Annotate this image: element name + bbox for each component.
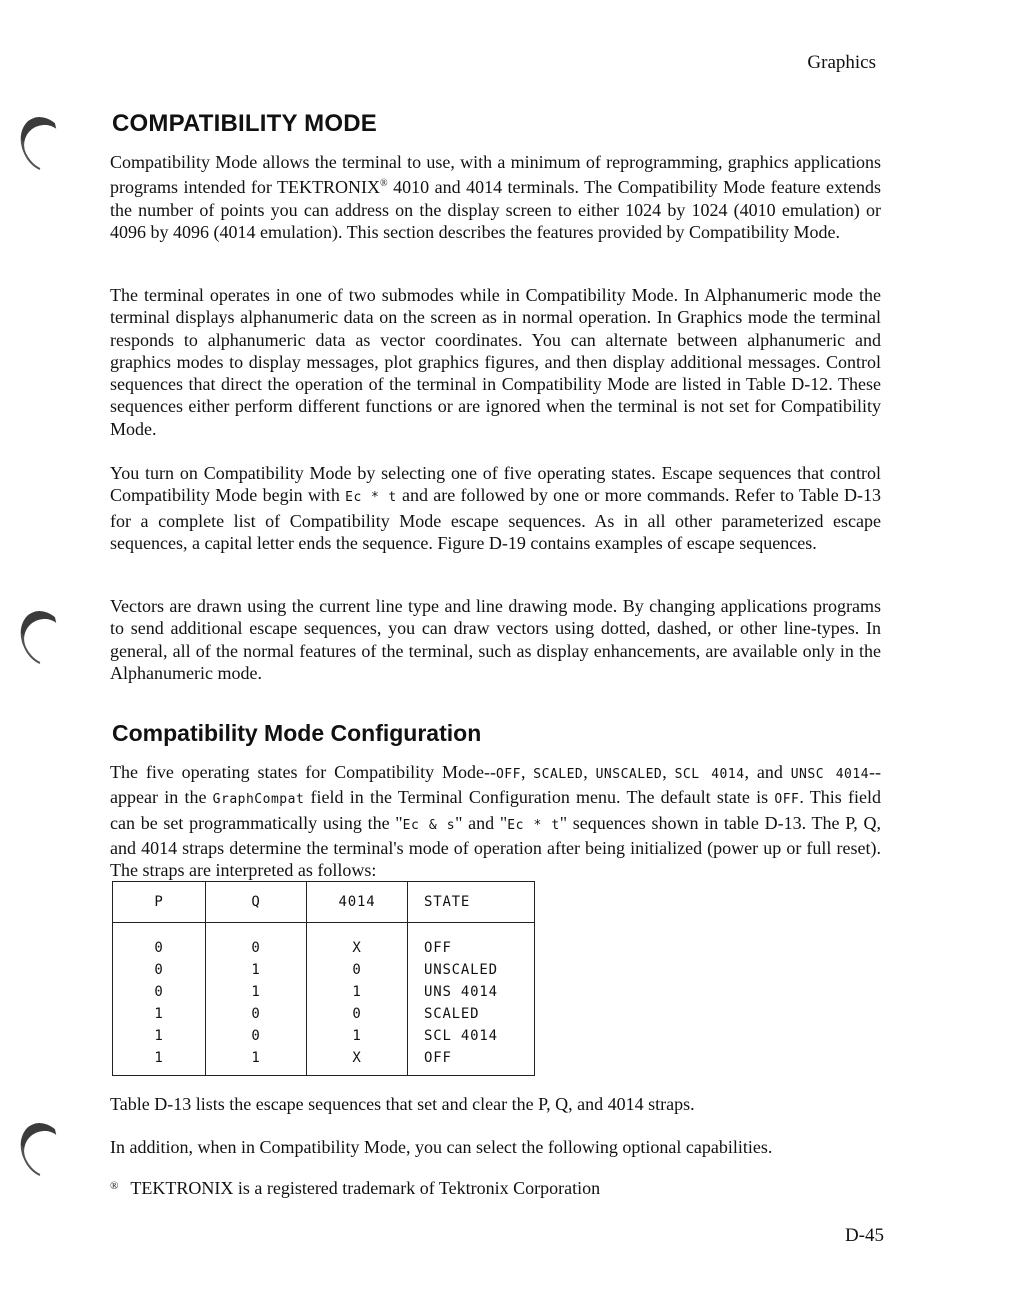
table-row <box>113 981 535 1003</box>
column-header-4014: 4014 <box>307 882 408 923</box>
intro-text-cont: 4010 and 4014 terminals. The Compatibility Mode feature extends the number of points you can address on the display screen to either 1024 by 1024 (4010 emulation) or 4096 by 4096 (4014 emulation). This section describes the features provided by Compatibility Mode. <box>110 177 882 242</box>
vectors-paragraph: Vectors are drawn using the current line type and line drawing mode. By changing applications programs to send additional escape sequences, you can draw vectors using dotted, dashed, or other line-types. In general, all of the normal features of the terminal, such as display enhancements, are available only in the Alphanumeric mode. <box>110 596 881 683</box>
config-paragraph <box>110 761 881 881</box>
state-code: OFF <box>495 767 521 782</box>
cell-q: 0 <box>206 923 307 960</box>
table-row <box>113 923 535 960</box>
cell-p: 0 <box>113 981 206 1003</box>
cell-p: 1 <box>113 1003 206 1025</box>
text: , and <box>744 762 791 782</box>
table-reference-paragraph: Table D-13 lists the escape sequences that set and clear the P, Q, and 4014 straps. <box>110 1094 695 1114</box>
trademark-footnote <box>110 1178 600 1199</box>
cell-4014: 0 <box>307 1003 408 1025</box>
running-head: Graphics <box>807 52 876 73</box>
column-header-q: Q <box>206 882 307 923</box>
table-row <box>113 1025 535 1047</box>
footnote-text: TEKTRONIX is a registered trademark of Tektronix Corporation <box>130 1178 601 1198</box>
intro-text: Compatibility Mode allows the terminal to use, with a minimum of reprogramming, graphics applications programs intended for TEKTRONIX <box>110 152 881 198</box>
cell-4014: 1 <box>307 1025 408 1047</box>
cell-state: SCL 4014 <box>408 1025 535 1047</box>
state-code: UNSC 4014 <box>790 767 870 782</box>
cell-4014: 0 <box>307 959 408 981</box>
column-header-state: STATE <box>408 882 535 923</box>
text: The five operating states for Compatibility Mode-- <box>110 762 496 782</box>
cell-state: OFF <box>408 1047 535 1076</box>
state-code: UNSCALED <box>595 767 663 782</box>
text: field in the Terminal Configuration menu. The default state is <box>304 787 775 808</box>
state-code: SCL 4014 <box>674 767 745 782</box>
registered-mark: ® <box>380 178 388 190</box>
cell-q: 1 <box>206 981 307 1003</box>
cell-state: UNSCALED <box>408 959 535 981</box>
escape-code: Ec * t <box>345 490 397 506</box>
text: , <box>662 762 675 782</box>
cell-q: 0 <box>206 1003 307 1025</box>
text: " sequences shown in table D-13. The P, Q, and 4014 straps determine the terminal's mode of operation after being initialized (power up or full reset). The straps are interpreted as follows: <box>110 812 882 881</box>
text: . This field can be set programmatically using the " <box>110 787 881 833</box>
turn-on-paragraph <box>110 462 881 554</box>
state-code: OFF <box>774 792 800 808</box>
text: and are followed by one or more commands. Refer to Table D-13 for a complete list of Compatibility Mode escape sequences. As in all other parameterized escape sequences, a capital letter ends the sequence. Figure D-19 contains examples of escape sequences. <box>110 485 881 553</box>
intro-paragraph <box>110 151 881 243</box>
text: --appear in the <box>110 762 882 808</box>
table-row <box>113 1003 535 1025</box>
cell-p: 0 <box>113 959 206 981</box>
text: You turn on Compatibility Mode by selecting one of five operating states. Escape sequences that control Compatibility Mode begin with <box>110 463 881 506</box>
punch-hole-mark <box>12 109 76 179</box>
optional-capabilities-paragraph: In addition, when in Compatibility Mode, you can select the following optional capabilities. <box>110 1137 773 1157</box>
cell-4014: X <box>307 1047 408 1076</box>
strap-table-header <box>113 882 535 923</box>
cell-p: 0 <box>113 923 206 960</box>
page-number: D-45 <box>844 1225 884 1246</box>
text: , <box>583 762 596 782</box>
cell-4014: X <box>307 923 408 960</box>
table-row <box>113 1047 535 1076</box>
strap-table <box>112 881 535 1076</box>
state-code: SCALED <box>533 767 584 782</box>
cell-state: SCALED <box>408 1003 535 1025</box>
table-row <box>113 959 535 981</box>
field-name: GraphCompat <box>212 792 305 808</box>
cell-4014: 1 <box>307 981 408 1003</box>
page-title: COMPATIBILITY MODE <box>112 110 377 137</box>
section-heading: Compatibility Mode Configuration <box>112 720 482 746</box>
cell-p: 1 <box>113 1047 206 1076</box>
punch-hole-mark <box>12 1115 76 1185</box>
text: , <box>520 762 534 782</box>
cell-q: 1 <box>206 1047 307 1076</box>
punch-hole-mark <box>12 603 76 673</box>
cell-q: 0 <box>206 1025 307 1047</box>
column-header-p: P <box>113 882 206 923</box>
registered-mark: ® <box>110 1180 119 1192</box>
cell-state: UNS 4014 <box>408 981 535 1003</box>
cell-q: 1 <box>206 959 307 981</box>
cell-p: 1 <box>113 1025 206 1047</box>
escape-code: Ec * t <box>507 817 560 833</box>
text: " and " <box>455 812 508 833</box>
escape-code: Ec & s <box>402 817 456 833</box>
cell-state: OFF <box>408 923 535 960</box>
submodes-paragraph: The terminal operates in one of two submodes while in Compatibility Mode. In Alphanumeric mode the terminal displays alphanumeric data on the screen as in normal operation. In Graphics mode the terminal responds to alphanumeric data as vector coordinates. You can alternate between alphanumeric and graphics modes to display messages, plot graphics figures, and then display additional messages. Control sequences that direct the operation of the terminal in Compatibility Mode are listed in Table D-12. These sequences either perform different functions or are ignored when the terminal is not set for Compatibility Mode. <box>110 285 881 439</box>
